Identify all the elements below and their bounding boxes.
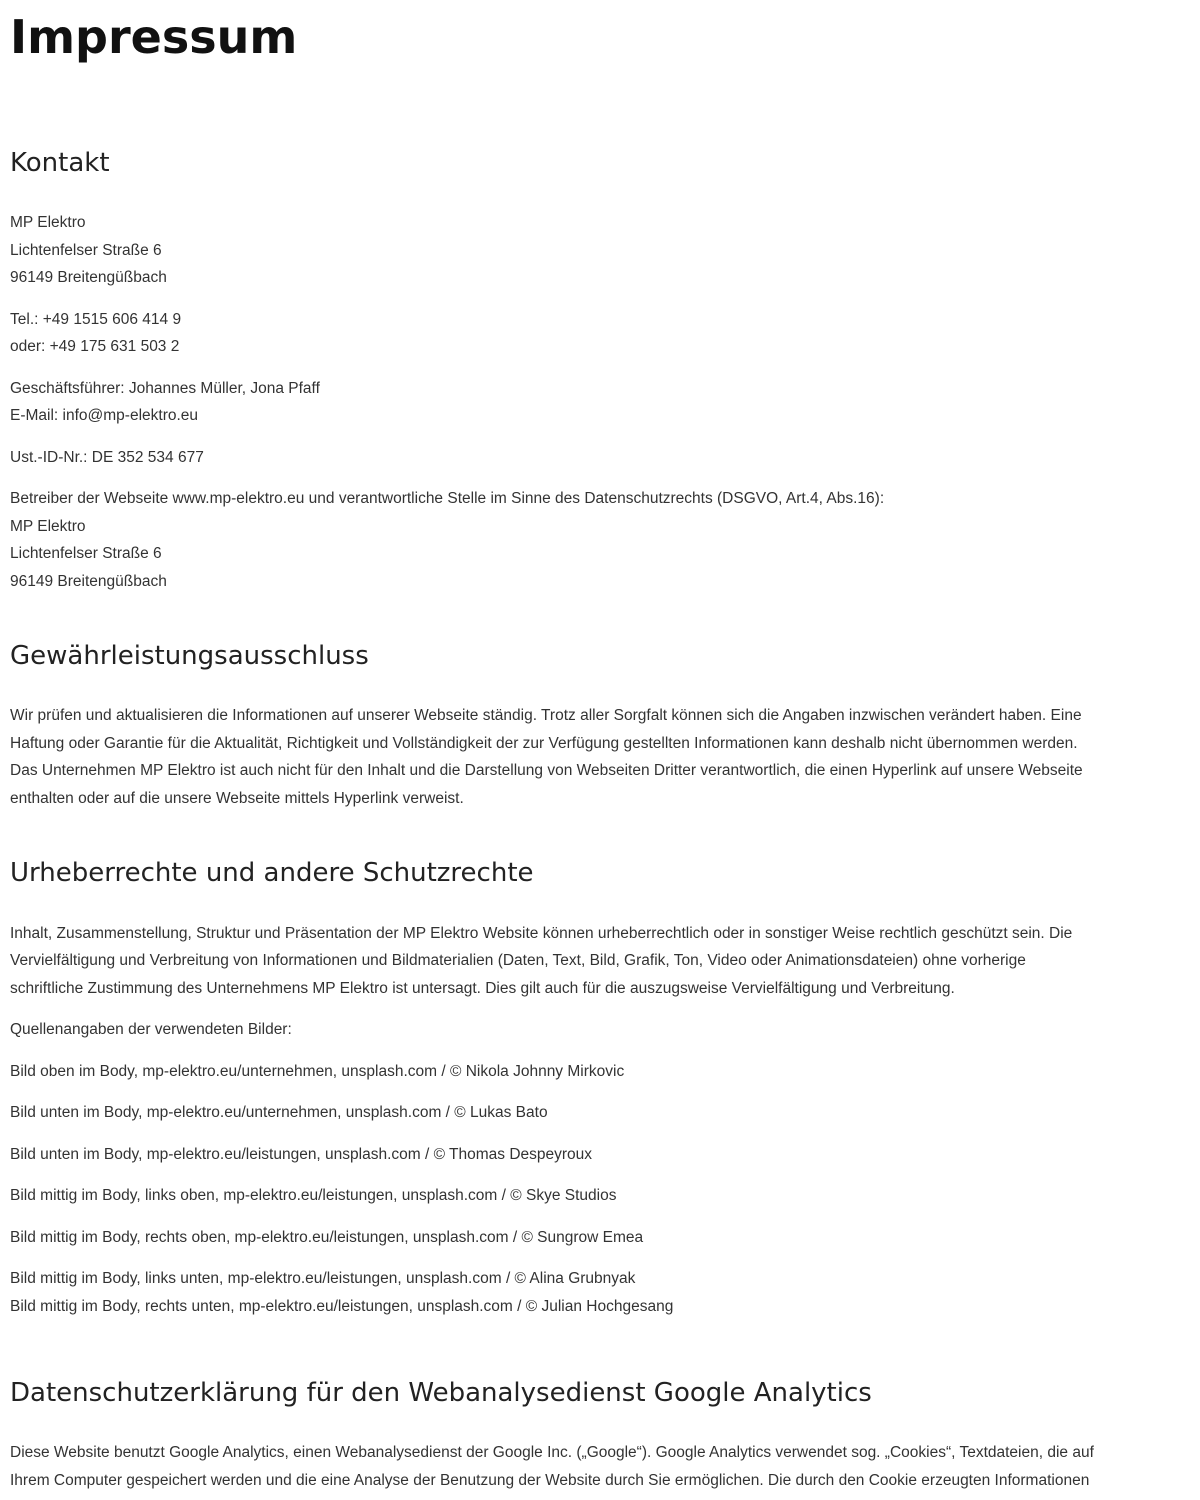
heading-datenschutz: Datenschutzerklärung für den Webanalysedienst Google Analytics [10, 1378, 872, 1409]
paragraph-line: schriftliche Zustimmung des Unternehmens MP Elektro ist untersagt. Dies gilt auch für die auszugsweise Vervielfältigung und Verbreitung. [10, 979, 955, 997]
image-credit: Bild mittig im Body, rechts unten, mp-elektro.eu/leistungen, unsplash.com / © Julian Hochgesang [10, 1297, 674, 1315]
operator-line: Betreiber der Webseite www.mp-elektro.eu und verantwortliche Stelle im Sinne des Datenschutzrechts (DSGVO, Art.4, Abs.16): [10, 490, 885, 508]
heading-gewaehrleistung: Gewährleistungsausschluss [10, 641, 369, 672]
operator-line: Lichtenfelser Straße 6 [10, 545, 162, 563]
paragraph-line: Haftung oder Garantie für die Aktualität, Richtigkeit und Vollständigkeit der zur Verfügung gestellten Informationen kann deshalb nicht übernommen werden. [10, 734, 1078, 752]
image-credit: Bild unten im Body, mp-elektro.eu/leistungen, unsplash.com / © Thomas Despeyroux [10, 1145, 593, 1163]
urheber-paragraph [10, 920, 1190, 1003]
image-credit: Bild mittig im Body, links unten, mp-elektro.eu/leistungen, unsplash.com / © Alina Grubnyak [10, 1270, 636, 1288]
paragraph-line: Ihrem Computer gespeichert werden und die eine Analyse der Benutzung der Website durch Sie ermöglichen. Die durch den Cookie erzeugten Informationen [10, 1471, 1090, 1489]
image-credit-block [10, 1265, 1190, 1320]
address-line: MP Elektro [10, 214, 86, 232]
vat-id: Ust.-ID-Nr.: DE 352 534 677 [10, 448, 204, 466]
operator-line: 96149 Breitengüßbach [10, 572, 167, 590]
manager-line: Geschäftsführer: Johannes Müller, Jona Pfaff [10, 379, 320, 397]
page-title: Impressum [10, 10, 298, 64]
paragraph-line: Inhalt, Zusammenstellung, Struktur und Präsentation der MP Elektro Website können urheberrechtlich oder in sonstiger Weise rechtlich geschützt sein. Die [10, 924, 1073, 942]
heading-kontakt: Kontakt [10, 148, 110, 178]
phone-line: oder: +49 175 631 503 2 [10, 338, 180, 356]
image-credit: Bild mittig im Body, links oben, mp-elektro.eu/leistungen, unsplash.com / © Skye Studios [10, 1187, 617, 1205]
image-credit: Bild oben im Body, mp-elektro.eu/unternehmen, unsplash.com / © Nikola Johnny Mirkovic [10, 1062, 625, 1080]
address-block [10, 209, 1190, 292]
image-credit: Bild unten im Body, mp-elektro.eu/unternehmen, unsplash.com / © Lukas Bato [10, 1104, 548, 1122]
paragraph-line: Wir prüfen und aktualisieren die Informationen auf unserer Webseite ständig. Trotz aller Sorgfalt können sich die Angaben inzwischen verändert haben. Eine [10, 707, 1082, 725]
paragraph-line: enthalten oder auf die unsere Webseite mittels Hyperlink verweist. [10, 789, 464, 807]
gewaehrleistung-paragraph [10, 702, 1190, 812]
paragraph-line: Das Unternehmen MP Elektro ist auch nicht für den Inhalt und die Darstellung von Webseiten Dritter verantwortlich, die einen Hyperlink auf unsere Webseite [10, 762, 1083, 780]
operator-line: MP Elektro [10, 517, 86, 535]
address-line: Lichtenfelser Straße 6 [10, 241, 162, 259]
phone-block [10, 306, 1190, 361]
paragraph-line: Diese Website benutzt Google Analytics, einen Webanalysedienst der Google Inc. („Google“). Google Analytics verwendet sog. „Cookies“, Textdateien, die auf [10, 1444, 1094, 1462]
operator-block [10, 485, 1190, 595]
address-line: 96149 Breitengüßbach [10, 269, 167, 287]
email-line: E-Mail: info@mp-elektro.eu [10, 407, 199, 425]
phone-line: Tel.: +49 1515 606 414 9 [10, 310, 182, 328]
datenschutz-paragraph [10, 1439, 1190, 1494]
paragraph-line: Vervielfältigung und Verbreitung von Informationen und Bildmaterialien (Daten, Text, Bild, Grafik, Ton, Video oder Animationsdateien) ohne vorherige [10, 952, 1026, 970]
manager-block [10, 375, 1190, 430]
sources-label: Quellenangaben der verwendeten Bilder: [10, 1021, 292, 1039]
image-credit: Bild mittig im Body, rechts oben, mp-elektro.eu/leistungen, unsplash.com / © Sungrow Emea [10, 1228, 644, 1246]
heading-urheberrechte: Urheberrechte und andere Schutzrechte [10, 858, 534, 889]
